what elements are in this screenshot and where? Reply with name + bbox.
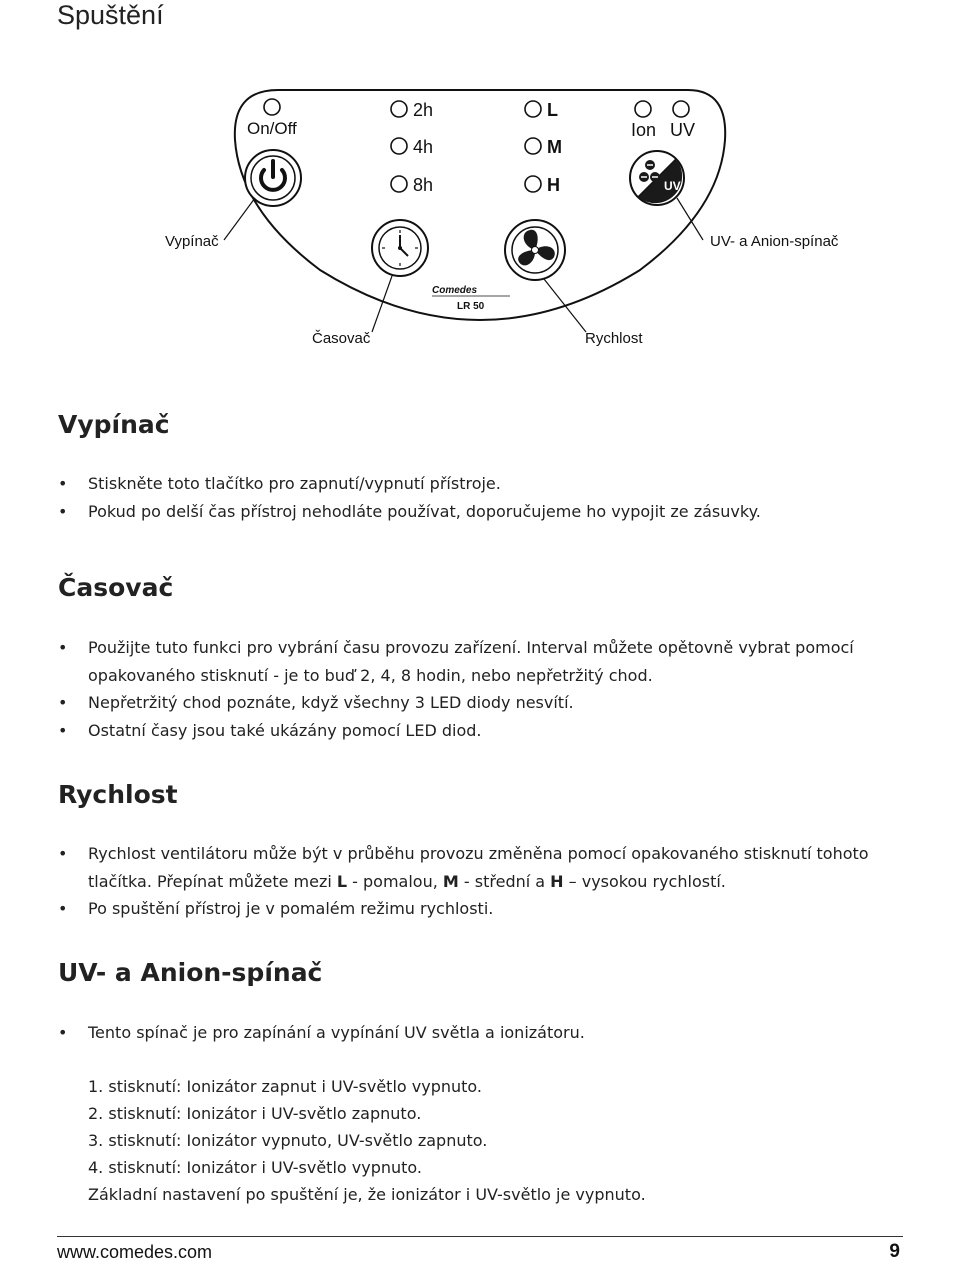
list-item: • Stiskněte toto tlačítko pro zapnutí/vypnutí přístroje. xyxy=(58,470,918,498)
uv-ion-button[interactable] xyxy=(630,151,684,205)
callout-vypinac: Vypínač xyxy=(165,233,219,250)
callout-casovac: Časovač xyxy=(312,330,371,347)
speed-led-m xyxy=(525,138,541,154)
speed-label-m: M xyxy=(547,137,562,157)
timer-label-2h: 2h xyxy=(413,100,434,120)
speed-l-text: L xyxy=(336,871,348,891)
page-title: Spuštění xyxy=(57,0,164,30)
brand-name: Comedes xyxy=(432,285,478,296)
steps-uv-anion xyxy=(88,1073,487,1181)
list-vypinac xyxy=(58,470,918,525)
heading-uv-anion: UV- a Anion-spínač xyxy=(58,958,323,987)
power-button[interactable] xyxy=(245,150,301,206)
list-rychlost xyxy=(58,840,918,923)
timer-led-4h xyxy=(391,138,407,154)
on-off-led xyxy=(264,99,280,115)
speed-m-text: M xyxy=(442,871,459,891)
leader-vypinac xyxy=(224,198,255,240)
timer-label-4h: 4h xyxy=(413,137,434,157)
speed-label-h: H xyxy=(547,175,560,195)
uv-label: UV xyxy=(670,120,696,140)
brand-logo xyxy=(432,285,510,312)
speed-led-h xyxy=(525,176,541,192)
ion-led xyxy=(635,101,651,117)
step-item: 1. stisknutí: Ionizátor zapnut i UV-světlo vypnuto. xyxy=(88,1077,483,1096)
timer-led-8h xyxy=(391,176,407,192)
step-item: 4. stisknutí: Ionizátor i UV-světlo vypnuto. xyxy=(88,1158,423,1177)
list-uv-anion xyxy=(58,1019,918,1047)
fan-speed-button[interactable] xyxy=(505,220,565,280)
speed-h-text: H xyxy=(550,871,564,891)
timer-label-8h: 8h xyxy=(413,175,434,195)
heading-casovac: Časovač xyxy=(58,573,174,602)
list-item: • Použijte tuto funkci pro vybrání času provozu zařízení. Interval můžete opětovně vybrat pomocí opakovaného stisknutí - je to buď 2, 4, 8 hodin, nebo nepřetržitý chod. xyxy=(58,634,918,689)
list-item: • Pokud po delší čas přístroj nehodláte používat, doporučujeme ho vypojit ze zásuvky. xyxy=(58,498,918,526)
callout-uv-anion: UV- a Anion-spínač xyxy=(710,233,839,250)
timer-button[interactable] xyxy=(372,220,428,276)
page-number: 9 xyxy=(889,1241,900,1262)
model-label: LR 50 xyxy=(457,301,485,312)
control-panel-svg xyxy=(0,80,960,360)
list-item: • Rychlost ventilátoru může být v průběhu provozu změněna pomocí opakovaného stisknutí tohoto tlačítka. Přepínat můžete mezi L - pomalou, M - střední a H – vysokou rychlostí. xyxy=(58,840,918,895)
list-item: • Ostatní časy jsou také ukázány pomocí LED diod. xyxy=(58,717,918,745)
uv-button-text: UV xyxy=(664,179,681,193)
list-casovac xyxy=(58,634,918,744)
on-off-label: On/Off xyxy=(247,119,297,138)
speed-led-l xyxy=(525,101,541,117)
heading-vypinac: Vypínač xyxy=(58,410,170,439)
timer-led-2h xyxy=(391,101,407,117)
uv-led xyxy=(673,101,689,117)
callout-rychlost: Rychlost xyxy=(585,330,643,347)
list-item: • Po spuštění přístroj je v pomalém režimu rychlosti. xyxy=(58,895,918,923)
ion-label: Ion xyxy=(631,120,657,140)
default-setting-note: Základní nastavení po spuštění je, že ionizátor i UV-světlo je vypnuto. xyxy=(88,1185,646,1204)
step-item: 3. stisknutí: Ionizátor vypnuto, UV-světlo zapnuto. xyxy=(88,1131,488,1150)
list-item: • Tento spínač je pro zapínání a vypínání UV světla a ionizátoru. xyxy=(58,1019,918,1047)
step-item: 2. stisknutí: Ionizátor i UV-světlo zapnuto. xyxy=(88,1104,422,1123)
leader-rychlost xyxy=(544,279,586,332)
footer-url[interactable]: www.comedes.com xyxy=(57,1242,213,1262)
speed-label-l: L xyxy=(547,100,558,120)
footer-divider xyxy=(57,1236,903,1237)
heading-rychlost: Rychlost xyxy=(58,780,178,809)
control-panel-diagram xyxy=(0,80,960,360)
list-item: • Nepřetržitý chod poznáte, když všechny 3 LED diody nesvítí. xyxy=(58,689,918,717)
